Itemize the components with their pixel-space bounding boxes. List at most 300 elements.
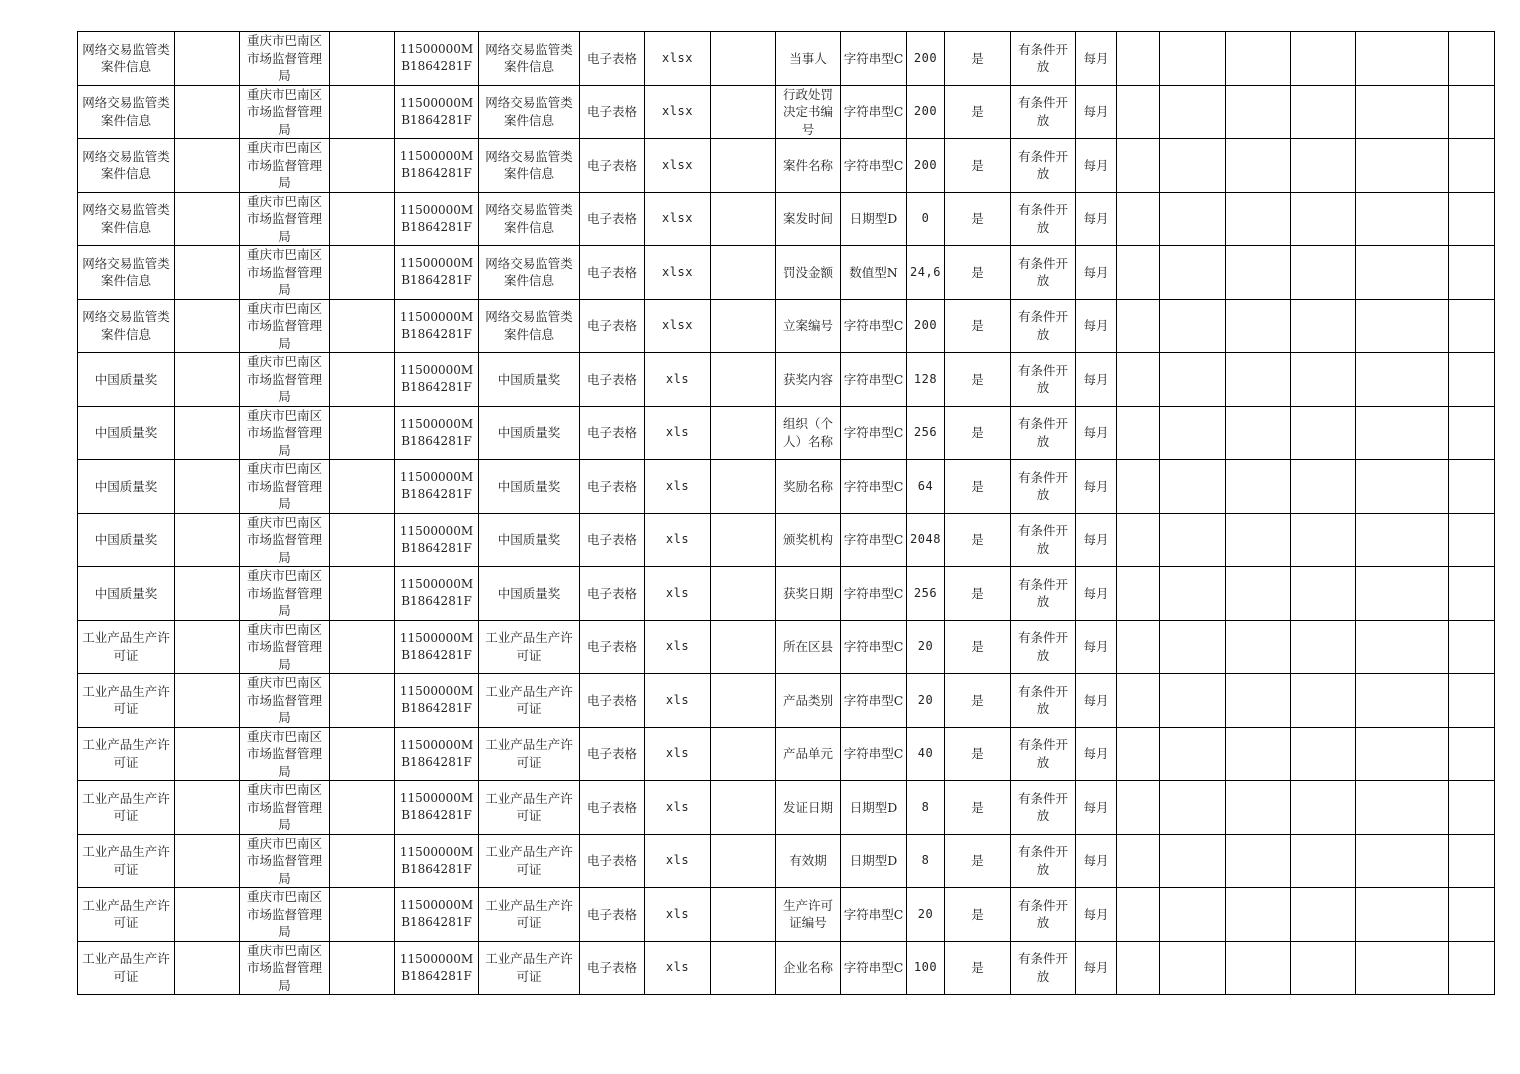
cell-file-format: xls [645, 834, 711, 888]
cell-field-type: 字符串型C [841, 674, 907, 728]
cell-col-blank-4 [1117, 460, 1160, 514]
cell-resource-name: 中国质量奖 [479, 513, 580, 567]
cell-col-blank-3 [711, 353, 776, 407]
cell-col-blank-8 [1356, 567, 1449, 621]
cell-format-type: 电子表格 [580, 460, 645, 514]
cell-col-blank-9 [1449, 620, 1495, 674]
cell-col-blank-1 [175, 32, 240, 86]
cell-col-blank-8 [1356, 834, 1449, 888]
cell-col-blank-2 [330, 406, 395, 460]
cell-resource-name: 网络交易监管类案件信息 [479, 299, 580, 353]
cell-provider-unit: 重庆市巴南区市场监督管理局 [240, 85, 330, 139]
table-row [78, 299, 1495, 353]
cell-file-format: xlsx [645, 139, 711, 193]
cell-field-name: 当事人 [776, 32, 841, 86]
cell-col-blank-6 [1226, 246, 1291, 300]
cell-col-blank-6 [1226, 620, 1291, 674]
cell-col-blank-3 [711, 781, 776, 835]
cell-credit-code: 11500000MB1864281F [395, 781, 479, 835]
cell-col-blank-6 [1226, 192, 1291, 246]
cell-col-blank-5 [1160, 246, 1226, 300]
cell-col-blank-1 [175, 727, 240, 781]
cell-col-blank-5 [1160, 460, 1226, 514]
cell-update-frequency: 每月 [1076, 139, 1117, 193]
cell-col-blank-9 [1449, 406, 1495, 460]
cell-col-blank-2 [330, 460, 395, 514]
cell-col-blank-6 [1226, 567, 1291, 621]
table-row [78, 139, 1495, 193]
cell-col-blank-4 [1117, 781, 1160, 835]
cell-col-blank-3 [711, 727, 776, 781]
cell-format-type: 电子表格 [580, 32, 645, 86]
cell-provider-unit: 重庆市巴南区市场监督管理局 [240, 941, 330, 995]
cell-col-blank-6 [1226, 460, 1291, 514]
cell-col-blank-8 [1356, 353, 1449, 407]
cell-col-blank-2 [330, 620, 395, 674]
cell-field-type: 字符串型C [841, 513, 907, 567]
cell-credit-code: 11500000MB1864281F [395, 460, 479, 514]
cell-is-required: 是 [945, 192, 1011, 246]
cell-is-required: 是 [945, 32, 1011, 86]
cell-col-blank-2 [330, 246, 395, 300]
cell-share-type: 有条件开放 [1011, 727, 1076, 781]
cell-is-required: 是 [945, 941, 1011, 995]
cell-update-frequency: 每月 [1076, 888, 1117, 942]
cell-col-blank-9 [1449, 567, 1495, 621]
cell-data-item-name: 工业产品生产许可证 [78, 620, 175, 674]
cell-field-length: 100 [907, 941, 945, 995]
cell-col-blank-7 [1291, 567, 1356, 621]
cell-col-blank-2 [330, 192, 395, 246]
cell-format-type: 电子表格 [580, 139, 645, 193]
cell-format-type: 电子表格 [580, 353, 645, 407]
table-row [78, 888, 1495, 942]
table-row [78, 567, 1495, 621]
cell-col-blank-1 [175, 139, 240, 193]
cell-update-frequency: 每月 [1076, 674, 1117, 728]
cell-format-type: 电子表格 [580, 674, 645, 728]
cell-field-name: 颁奖机构 [776, 513, 841, 567]
cell-col-blank-3 [711, 941, 776, 995]
cell-provider-unit: 重庆市巴南区市场监督管理局 [240, 32, 330, 86]
cell-file-format: xlsx [645, 85, 711, 139]
cell-col-blank-7 [1291, 781, 1356, 835]
cell-col-blank-4 [1117, 299, 1160, 353]
cell-col-blank-3 [711, 299, 776, 353]
cell-col-blank-7 [1291, 460, 1356, 514]
cell-resource-name: 网络交易监管类案件信息 [479, 192, 580, 246]
cell-provider-unit: 重庆市巴南区市场监督管理局 [240, 192, 330, 246]
cell-col-blank-5 [1160, 353, 1226, 407]
cell-credit-code: 11500000MB1864281F [395, 513, 479, 567]
cell-credit-code: 11500000MB1864281F [395, 567, 479, 621]
cell-provider-unit: 重庆市巴南区市场监督管理局 [240, 139, 330, 193]
cell-resource-name: 工业产品生产许可证 [479, 674, 580, 728]
cell-col-blank-9 [1449, 513, 1495, 567]
cell-col-blank-2 [330, 32, 395, 86]
table-row [78, 834, 1495, 888]
cell-share-type: 有条件开放 [1011, 834, 1076, 888]
cell-provider-unit: 重庆市巴南区市场监督管理局 [240, 246, 330, 300]
cell-col-blank-9 [1449, 781, 1495, 835]
cell-col-blank-8 [1356, 299, 1449, 353]
cell-col-blank-6 [1226, 674, 1291, 728]
cell-is-required: 是 [945, 727, 1011, 781]
cell-field-type: 字符串型C [841, 85, 907, 139]
cell-share-type: 有条件开放 [1011, 941, 1076, 995]
cell-is-required: 是 [945, 781, 1011, 835]
cell-file-format: xls [645, 460, 711, 514]
cell-col-blank-5 [1160, 941, 1226, 995]
cell-file-format: xlsx [645, 299, 711, 353]
cell-field-type: 字符串型C [841, 32, 907, 86]
cell-col-blank-4 [1117, 406, 1160, 460]
cell-col-blank-8 [1356, 85, 1449, 139]
table-row [78, 32, 1495, 86]
cell-format-type: 电子表格 [580, 513, 645, 567]
cell-format-type: 电子表格 [580, 246, 645, 300]
cell-field-name: 产品类别 [776, 674, 841, 728]
cell-col-blank-5 [1160, 727, 1226, 781]
cell-col-blank-3 [711, 567, 776, 621]
cell-file-format: xls [645, 888, 711, 942]
cell-col-blank-8 [1356, 460, 1449, 514]
cell-col-blank-6 [1226, 781, 1291, 835]
cell-provider-unit: 重庆市巴南区市场监督管理局 [240, 674, 330, 728]
cell-update-frequency: 每月 [1076, 32, 1117, 86]
cell-col-blank-6 [1226, 513, 1291, 567]
cell-data-item-name: 中国质量奖 [78, 353, 175, 407]
cell-share-type: 有条件开放 [1011, 139, 1076, 193]
cell-col-blank-8 [1356, 941, 1449, 995]
cell-resource-name: 网络交易监管类案件信息 [479, 85, 580, 139]
cell-col-blank-3 [711, 85, 776, 139]
cell-field-length: 200 [907, 85, 945, 139]
table-row [78, 674, 1495, 728]
cell-col-blank-2 [330, 727, 395, 781]
cell-col-blank-1 [175, 246, 240, 300]
cell-update-frequency: 每月 [1076, 85, 1117, 139]
cell-col-blank-8 [1356, 674, 1449, 728]
cell-format-type: 电子表格 [580, 834, 645, 888]
cell-is-required: 是 [945, 834, 1011, 888]
table-row [78, 192, 1495, 246]
cell-update-frequency: 每月 [1076, 246, 1117, 300]
cell-field-type: 日期型D [841, 192, 907, 246]
cell-col-blank-7 [1291, 192, 1356, 246]
cell-file-format: xls [645, 727, 711, 781]
cell-field-length: 200 [907, 32, 945, 86]
cell-col-blank-4 [1117, 620, 1160, 674]
cell-field-type: 字符串型C [841, 139, 907, 193]
cell-col-blank-4 [1117, 567, 1160, 621]
cell-col-blank-5 [1160, 781, 1226, 835]
cell-field-length: 24,6 [907, 246, 945, 300]
cell-format-type: 电子表格 [580, 620, 645, 674]
cell-update-frequency: 每月 [1076, 620, 1117, 674]
cell-field-type: 字符串型C [841, 941, 907, 995]
cell-field-name: 行政处罚决定书编号 [776, 85, 841, 139]
cell-format-type: 电子表格 [580, 85, 645, 139]
cell-col-blank-7 [1291, 888, 1356, 942]
cell-format-type: 电子表格 [580, 781, 645, 835]
cell-provider-unit: 重庆市巴南区市场监督管理局 [240, 727, 330, 781]
cell-provider-unit: 重庆市巴南区市场监督管理局 [240, 353, 330, 407]
cell-resource-name: 中国质量奖 [479, 406, 580, 460]
cell-share-type: 有条件开放 [1011, 32, 1076, 86]
cell-col-blank-4 [1117, 32, 1160, 86]
cell-data-item-name: 网络交易监管类案件信息 [78, 139, 175, 193]
cell-field-name: 立案编号 [776, 299, 841, 353]
cell-file-format: xls [645, 781, 711, 835]
cell-credit-code: 11500000MB1864281F [395, 299, 479, 353]
cell-col-blank-3 [711, 620, 776, 674]
cell-col-blank-2 [330, 674, 395, 728]
cell-field-type: 日期型D [841, 781, 907, 835]
cell-col-blank-4 [1117, 513, 1160, 567]
cell-data-item-name: 网络交易监管类案件信息 [78, 85, 175, 139]
cell-col-blank-3 [711, 406, 776, 460]
cell-provider-unit: 重庆市巴南区市场监督管理局 [240, 513, 330, 567]
cell-is-required: 是 [945, 85, 1011, 139]
cell-update-frequency: 每月 [1076, 192, 1117, 246]
cell-col-blank-4 [1117, 353, 1160, 407]
cell-col-blank-1 [175, 674, 240, 728]
cell-credit-code: 11500000MB1864281F [395, 674, 479, 728]
cell-format-type: 电子表格 [580, 567, 645, 621]
cell-resource-name: 中国质量奖 [479, 353, 580, 407]
cell-col-blank-6 [1226, 32, 1291, 86]
cell-field-length: 20 [907, 888, 945, 942]
cell-col-blank-7 [1291, 85, 1356, 139]
cell-provider-unit: 重庆市巴南区市场监督管理局 [240, 888, 330, 942]
cell-col-blank-2 [330, 781, 395, 835]
cell-credit-code: 11500000MB1864281F [395, 620, 479, 674]
cell-col-blank-4 [1117, 888, 1160, 942]
cell-data-item-name: 工业产品生产许可证 [78, 834, 175, 888]
cell-col-blank-6 [1226, 406, 1291, 460]
cell-col-blank-5 [1160, 620, 1226, 674]
cell-col-blank-1 [175, 299, 240, 353]
cell-col-blank-8 [1356, 781, 1449, 835]
cell-col-blank-3 [711, 32, 776, 86]
cell-field-length: 200 [907, 139, 945, 193]
cell-field-length: 200 [907, 299, 945, 353]
cell-resource-name: 网络交易监管类案件信息 [479, 246, 580, 300]
cell-resource-name: 工业产品生产许可证 [479, 941, 580, 995]
cell-field-name: 获奖内容 [776, 353, 841, 407]
cell-col-blank-3 [711, 513, 776, 567]
cell-col-blank-5 [1160, 32, 1226, 86]
cell-data-item-name: 中国质量奖 [78, 406, 175, 460]
cell-is-required: 是 [945, 888, 1011, 942]
cell-col-blank-4 [1117, 674, 1160, 728]
cell-file-format: xls [645, 674, 711, 728]
cell-col-blank-2 [330, 888, 395, 942]
cell-col-blank-3 [711, 246, 776, 300]
cell-col-blank-7 [1291, 513, 1356, 567]
cell-credit-code: 11500000MB1864281F [395, 941, 479, 995]
cell-col-blank-8 [1356, 32, 1449, 86]
cell-data-item-name: 中国质量奖 [78, 460, 175, 514]
cell-data-item-name: 工业产品生产许可证 [78, 781, 175, 835]
cell-col-blank-2 [330, 139, 395, 193]
cell-resource-name: 网络交易监管类案件信息 [479, 32, 580, 86]
cell-file-format: xls [645, 513, 711, 567]
cell-col-blank-6 [1226, 941, 1291, 995]
cell-col-blank-5 [1160, 888, 1226, 942]
cell-resource-name: 工业产品生产许可证 [479, 781, 580, 835]
table-row [78, 941, 1495, 995]
cell-col-blank-6 [1226, 85, 1291, 139]
cell-col-blank-7 [1291, 32, 1356, 86]
cell-col-blank-7 [1291, 620, 1356, 674]
cell-col-blank-3 [711, 460, 776, 514]
cell-field-type: 日期型D [841, 834, 907, 888]
cell-col-blank-9 [1449, 192, 1495, 246]
cell-col-blank-8 [1356, 620, 1449, 674]
cell-field-type: 字符串型C [841, 620, 907, 674]
cell-field-length: 0 [907, 192, 945, 246]
cell-col-blank-6 [1226, 834, 1291, 888]
cell-share-type: 有条件开放 [1011, 460, 1076, 514]
cell-data-item-name: 工业产品生产许可证 [78, 674, 175, 728]
cell-col-blank-2 [330, 941, 395, 995]
cell-provider-unit: 重庆市巴南区市场监督管理局 [240, 406, 330, 460]
data-catalog-table [77, 31, 1495, 995]
cell-file-format: xls [645, 620, 711, 674]
cell-credit-code: 11500000MB1864281F [395, 727, 479, 781]
cell-field-type: 字符串型C [841, 727, 907, 781]
cell-update-frequency: 每月 [1076, 513, 1117, 567]
cell-field-type: 数值型N [841, 246, 907, 300]
cell-format-type: 电子表格 [580, 941, 645, 995]
cell-field-name: 产品单元 [776, 727, 841, 781]
cell-col-blank-4 [1117, 192, 1160, 246]
cell-col-blank-4 [1117, 727, 1160, 781]
cell-data-item-name: 工业产品生产许可证 [78, 888, 175, 942]
cell-col-blank-6 [1226, 353, 1291, 407]
cell-file-format: xlsx [645, 32, 711, 86]
table-row [78, 781, 1495, 835]
table-row [78, 513, 1495, 567]
cell-field-name: 企业名称 [776, 941, 841, 995]
cell-field-name: 获奖日期 [776, 567, 841, 621]
cell-col-blank-5 [1160, 513, 1226, 567]
cell-field-length: 256 [907, 406, 945, 460]
cell-col-blank-2 [330, 299, 395, 353]
cell-col-blank-8 [1356, 888, 1449, 942]
cell-data-item-name: 工业产品生产许可证 [78, 727, 175, 781]
cell-col-blank-4 [1117, 85, 1160, 139]
cell-share-type: 有条件开放 [1011, 85, 1076, 139]
cell-share-type: 有条件开放 [1011, 620, 1076, 674]
cell-field-length: 128 [907, 353, 945, 407]
cell-col-blank-7 [1291, 406, 1356, 460]
cell-field-name: 奖励名称 [776, 460, 841, 514]
cell-col-blank-9 [1449, 834, 1495, 888]
table-row [78, 85, 1495, 139]
cell-col-blank-1 [175, 460, 240, 514]
cell-update-frequency: 每月 [1076, 353, 1117, 407]
cell-col-blank-9 [1449, 888, 1495, 942]
cell-resource-name: 中国质量奖 [479, 567, 580, 621]
cell-resource-name: 中国质量奖 [479, 460, 580, 514]
cell-col-blank-3 [711, 192, 776, 246]
cell-field-length: 20 [907, 620, 945, 674]
cell-col-blank-5 [1160, 85, 1226, 139]
cell-field-length: 256 [907, 567, 945, 621]
cell-col-blank-9 [1449, 32, 1495, 86]
cell-col-blank-7 [1291, 299, 1356, 353]
cell-resource-name: 工业产品生产许可证 [479, 620, 580, 674]
cell-col-blank-8 [1356, 727, 1449, 781]
table-row [78, 246, 1495, 300]
cell-col-blank-9 [1449, 299, 1495, 353]
cell-field-name: 案发时间 [776, 192, 841, 246]
cell-field-type: 字符串型C [841, 299, 907, 353]
cell-field-name: 生产许可证编号 [776, 888, 841, 942]
cell-credit-code: 11500000MB1864281F [395, 353, 479, 407]
cell-is-required: 是 [945, 513, 1011, 567]
cell-data-item-name: 网络交易监管类案件信息 [78, 32, 175, 86]
cell-update-frequency: 每月 [1076, 727, 1117, 781]
cell-field-type: 字符串型C [841, 460, 907, 514]
cell-col-blank-7 [1291, 139, 1356, 193]
cell-format-type: 电子表格 [580, 192, 645, 246]
cell-col-blank-6 [1226, 727, 1291, 781]
cell-col-blank-1 [175, 353, 240, 407]
cell-field-length: 8 [907, 781, 945, 835]
cell-is-required: 是 [945, 299, 1011, 353]
cell-col-blank-9 [1449, 460, 1495, 514]
cell-col-blank-1 [175, 888, 240, 942]
table-row [78, 406, 1495, 460]
cell-col-blank-4 [1117, 834, 1160, 888]
cell-col-blank-7 [1291, 353, 1356, 407]
cell-format-type: 电子表格 [580, 727, 645, 781]
cell-update-frequency: 每月 [1076, 941, 1117, 995]
cell-col-blank-9 [1449, 674, 1495, 728]
cell-col-blank-4 [1117, 941, 1160, 995]
cell-col-blank-8 [1356, 513, 1449, 567]
cell-share-type: 有条件开放 [1011, 192, 1076, 246]
cell-field-length: 40 [907, 727, 945, 781]
cell-col-blank-8 [1356, 139, 1449, 193]
cell-col-blank-6 [1226, 299, 1291, 353]
cell-share-type: 有条件开放 [1011, 353, 1076, 407]
cell-col-blank-5 [1160, 192, 1226, 246]
table-row [78, 460, 1495, 514]
table-row [78, 353, 1495, 407]
cell-provider-unit: 重庆市巴南区市场监督管理局 [240, 781, 330, 835]
cell-is-required: 是 [945, 567, 1011, 621]
cell-col-blank-6 [1226, 888, 1291, 942]
cell-provider-unit: 重庆市巴南区市场监督管理局 [240, 567, 330, 621]
cell-provider-unit: 重庆市巴南区市场监督管理局 [240, 834, 330, 888]
cell-field-name: 组织（个人）名称 [776, 406, 841, 460]
cell-col-blank-1 [175, 513, 240, 567]
cell-col-blank-2 [330, 567, 395, 621]
table-row [78, 620, 1495, 674]
cell-col-blank-5 [1160, 834, 1226, 888]
cell-format-type: 电子表格 [580, 406, 645, 460]
cell-col-blank-4 [1117, 139, 1160, 193]
cell-credit-code: 11500000MB1864281F [395, 139, 479, 193]
cell-share-type: 有条件开放 [1011, 567, 1076, 621]
cell-col-blank-1 [175, 85, 240, 139]
cell-format-type: 电子表格 [580, 888, 645, 942]
